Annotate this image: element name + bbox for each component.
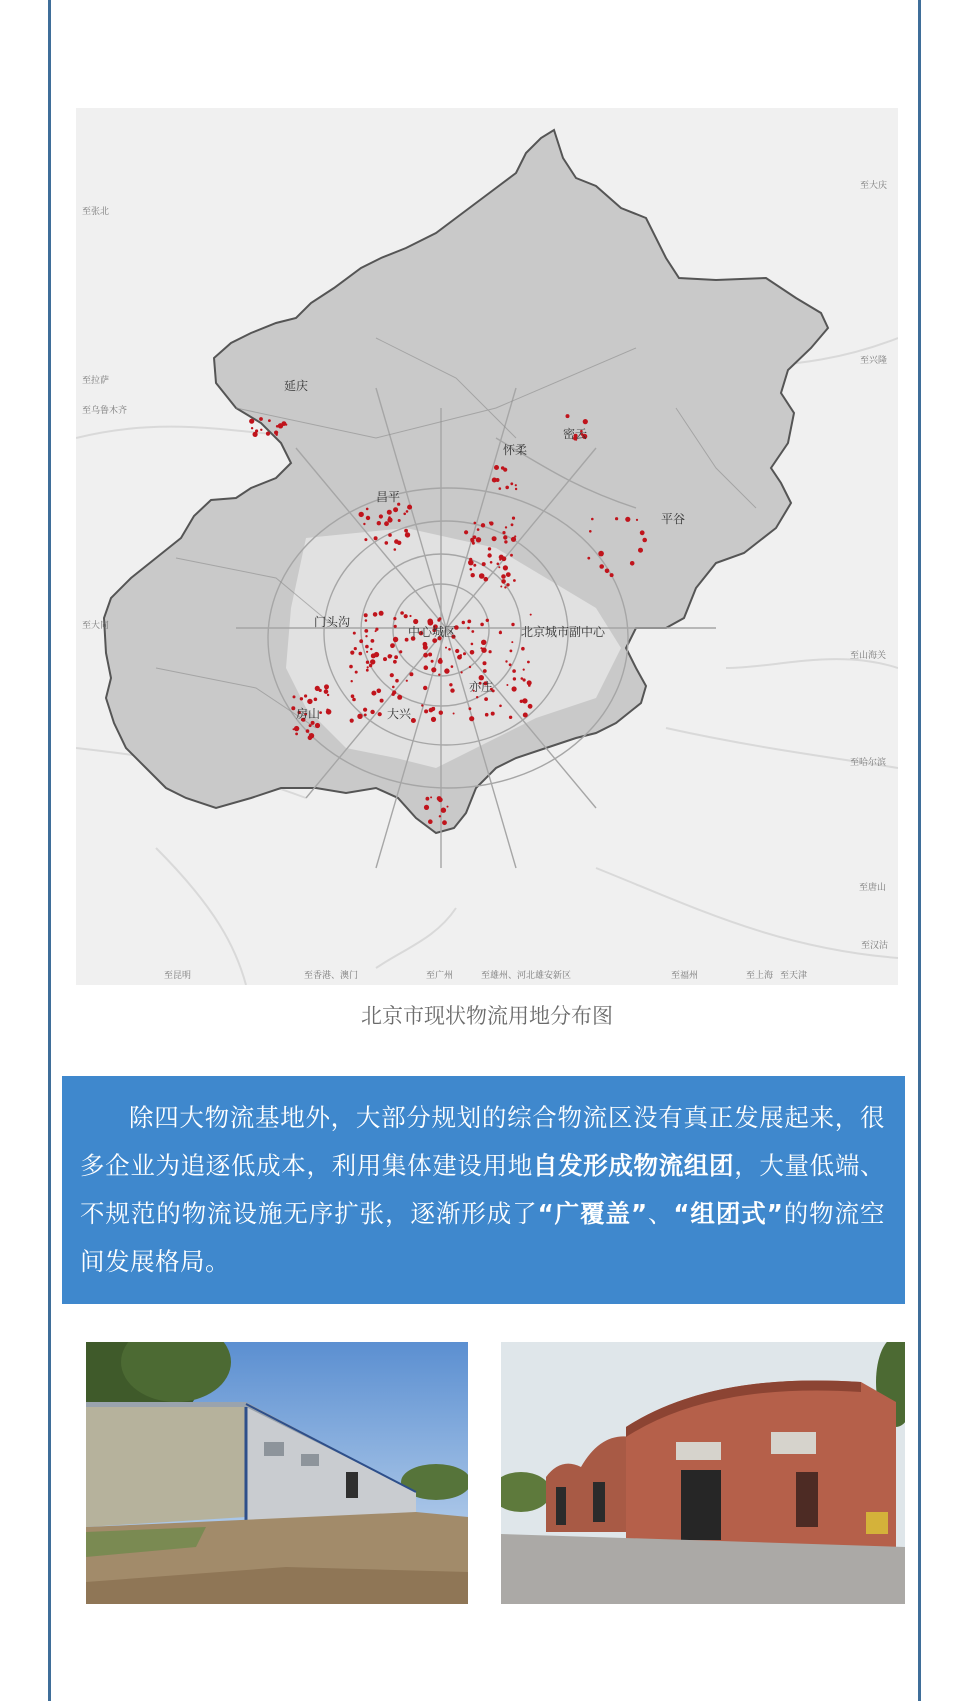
left-frame-border [48,0,51,1701]
logistics-site-marker [448,648,451,651]
logistics-site-marker [489,650,492,653]
logistics-site-marker [374,652,379,657]
dir-fuzhou: 至福州 [671,971,699,981]
dir-tangshan: 至唐山 [859,883,887,893]
logistics-site-marker [369,664,372,667]
logistics-site-marker [428,819,433,824]
logistics-site-marker [455,649,459,653]
logistics-site-marker [406,510,409,513]
logistics-site-marker [354,647,357,650]
logistics-site-marker [488,547,491,550]
logistics-site-marker [503,468,507,472]
logistics-site-marker [370,710,374,714]
logistics-site-marker [424,665,429,670]
warehouse-photo-steel-shed [86,1342,468,1604]
logistics-site-marker [583,419,588,424]
logistics-site-marker [371,691,376,696]
logistics-site-marker [304,694,307,697]
logistics-site-marker [467,627,470,630]
label-yanqing: 延庆 [284,379,309,393]
logistics-site-marker [605,569,610,574]
logistics-site-marker [491,712,495,716]
dir-shanhaiguan: 至山海关 [850,651,887,661]
logistics-site-marker [374,536,378,540]
dir-kunming: 至昆明 [164,971,192,981]
logistics-site-marker [500,586,502,588]
logistics-site-marker [483,661,487,665]
logistics-site-marker [395,679,399,683]
label-huairou: 怀柔 [503,443,528,457]
logistics-site-marker [511,623,514,626]
summary-bold-1: 自发形成物流组团 [532,1151,735,1180]
label-subcenter: 北京城市副中心 [521,625,606,639]
logistics-site-marker [393,637,398,642]
logistics-site-marker [497,563,500,566]
logistics-site-marker [439,660,443,664]
logistics-site-marker [510,482,513,485]
logistics-site-marker [393,660,397,664]
logistics-site-marker [371,639,375,643]
logistics-site-marker [400,611,404,615]
logistics-site-marker [274,431,278,435]
logistics-site-marker [506,583,509,586]
logistics-site-marker [394,548,397,551]
logistics-site-marker [405,532,410,537]
logistics-site-marker [515,488,517,490]
logistics-site-marker [501,574,506,579]
logistics-site-marker [461,671,463,673]
logistics-site-marker [366,661,369,664]
dir-harbin: 至哈尔滨 [850,758,887,768]
logistics-site-marker [392,686,395,689]
logistics-site-marker [393,617,396,620]
logistics-site-marker [378,712,382,716]
logistics-site-marker [406,680,408,682]
logistics-site-marker [399,650,402,653]
logistics-site-marker [253,432,258,437]
logistics-site-marker [365,645,369,649]
logistics-site-marker [470,568,473,571]
logistics-site-marker [431,660,434,663]
logistics-site-marker [444,668,449,673]
logistics-site-marker [431,667,436,672]
logistics-site-marker [479,573,485,579]
logistics-site-marker [364,714,367,717]
logistics-site-marker [351,694,355,698]
logistics-site-marker [315,686,320,691]
logistics-site-marker [282,421,287,426]
logistics-site-marker [599,564,604,569]
logistics-site-marker [365,619,368,622]
logistics-site-marker [509,716,512,719]
label-pinggu: 平谷 [661,512,686,526]
logistics-site-marker [460,654,462,656]
logistics-site-marker [431,717,436,722]
summary-text-2: ，大量低端、不规范的物流设施无序扩张，逐渐形成了 [80,1151,886,1228]
logistics-site-marker [510,554,513,557]
logistics-site-marker [527,661,530,664]
logistics-site-marker [468,560,474,566]
logistics-site-marker [587,557,590,560]
logistics-site-marker [640,530,645,535]
logistics-site-marker [394,655,398,659]
logistics-site-marker [451,665,454,668]
logistics-site-marker [485,713,489,717]
logistics-site-marker [327,694,329,696]
logistics-site-marker [407,505,412,510]
logistics-site-marker [365,635,367,637]
dir-guangzhou: 至广州 [426,971,454,981]
logistics-site-marker [255,429,258,432]
logistics-site-marker [523,669,525,671]
logistics-site-marker [484,577,489,582]
logistics-site-marker [350,651,354,655]
logistics-site-marker [363,523,365,525]
logistics-site-marker [426,797,430,801]
logistics-site-marker [352,698,356,702]
logistics-site-marker [453,713,455,715]
logistics-site-marker [501,579,506,584]
logistics-site-marker [499,559,501,561]
logistics-site-marker [512,686,517,691]
logistics-site-marker [506,684,508,686]
logistics-site-marker [450,688,454,692]
logistics-site-marker [482,562,486,566]
summary-text-3: 、 [647,1199,674,1228]
logistics-site-marker [377,689,382,694]
logistics-site-marker [324,689,329,694]
logistics-site-marker [268,419,271,422]
label-central: 中心城区 [408,625,457,639]
logistics-site-marker [503,535,507,539]
dir-shanghai: 至上海 [746,971,774,981]
logistics-site-marker [377,521,381,525]
logistics-site-marker [470,538,474,542]
summary-paragraph [80,1094,885,1286]
logistics-site-marker [472,542,475,545]
logistics-site-marker [423,686,427,690]
logistics-site-marker [481,523,485,527]
logistics-site-marker [433,707,435,709]
logistics-site-marker [393,507,398,512]
logistics-site-marker [359,512,364,517]
logistics-site-marker [489,522,491,524]
logistics-site-marker [394,539,399,544]
logistics-site-marker [249,419,254,424]
logistics-site-marker [522,698,527,703]
logistics-site-marker [388,516,391,519]
logistics-site-marker [397,695,402,700]
logistics-site-marker [411,718,416,723]
logistics-site-marker [291,706,295,710]
logistics-site-marker [589,530,592,533]
summary-text-1: 除四大物流基地外，大部分规划的综合物流区没有真正发展起来，很多企业为追逐低成本，利用集体建设用地 [80,1103,885,1180]
logistics-site-marker [404,614,408,618]
logistics-site-marker [598,551,604,557]
logistics-site-marker [366,651,368,653]
logistics-site-marker [384,521,389,526]
logistics-site-marker [494,465,499,470]
logistics-site-marker [306,729,310,733]
logistics-site-marker [383,657,387,661]
logistics-site-marker [398,519,401,522]
logistics-site-marker [366,508,369,511]
logistics-site-marker [310,700,312,702]
dir-datong: 至大同 [82,621,110,631]
summary-callout [62,1076,905,1304]
logistics-site-marker [469,716,474,721]
logistics-site-marker [503,565,508,570]
logistics-site-marker [471,573,475,577]
dir-urumqi: 至乌鲁木齐 [82,406,128,416]
logistics-site-marker [469,666,471,668]
logistics-site-marker [499,631,502,634]
logistics-site-marker [630,561,635,566]
logistics-site-marker [251,427,253,429]
logistics-site-marker [615,517,618,520]
logistics-site-marker [355,671,358,674]
logistics-site-marker [499,487,502,490]
logistics-site-marker [428,653,432,657]
map-caption: 北京市现状物流用地分布图 [361,1004,613,1028]
logistics-site-marker [421,704,423,706]
logistics-site-marker [324,684,329,689]
logistics-site-marker [388,533,392,537]
logistics-site-marker [370,648,372,650]
logistics-site-marker [636,519,638,521]
logistics-site-marker [442,820,447,825]
logistics-site-marker [380,699,384,703]
dir-hanzhou: 至汉沽 [861,941,889,951]
logistics-site-marker [404,529,408,533]
logistics-site-marker [293,695,296,698]
logistics-site-marker [566,414,570,418]
logistics-site-marker [359,639,363,643]
logistics-site-marker [480,647,482,649]
logistics-site-marker [506,572,511,577]
logistics-site-marker [293,728,295,730]
logistics-site-marker [530,614,532,616]
logistics-site-marker [498,566,500,568]
logistics-site-marker [492,536,497,541]
logistics-site-marker [505,486,509,490]
logistics-site-marker [625,517,630,522]
logistics-site-marker [391,645,394,648]
logistics-site-marker [510,650,513,653]
logistics-site-marker [385,541,389,545]
logistics-site-marker [392,690,396,694]
label-mentougou: 门头沟 [314,615,351,629]
logistics-site-marker [300,697,303,700]
logistics-site-marker [474,522,477,525]
logistics-site-marker [366,669,369,672]
logistics-site-marker [476,696,478,698]
logistics-site-marker [487,553,491,557]
logistics-site-marker [499,555,504,560]
logistics-site-marker [295,733,298,736]
dir-lasa: 至拉萨 [82,376,110,386]
logistics-site-marker [521,677,524,680]
logistics-site-marker [326,709,332,715]
logistics-site-marker [610,573,614,577]
logistics-site-marker [438,674,440,676]
logistics-site-marker [523,713,528,718]
logistics-site-marker [471,630,474,633]
logistics-site-marker [464,530,468,534]
label-changping: 昌平 [376,490,401,504]
logistics-site-marker [424,805,429,810]
logistics-site-marker [591,518,594,521]
dir-tianjin: 至天津 [780,971,808,981]
logistics-site-marker [505,526,507,528]
logistics-site-marker [351,680,353,682]
summary-bold-2: “广覆盖” [537,1199,648,1228]
logistics-site-marker [394,625,397,628]
logistics-site-marker [437,796,442,801]
logistics-site-marker [430,796,432,798]
logistics-site-marker [359,652,363,656]
logistics-site-marker [463,652,466,655]
logistics-site-marker [638,548,643,553]
logistics-site-marker [311,721,315,725]
logistics-site-marker [364,629,368,633]
logistics-site-marker [367,666,369,668]
logistics-site-marker [642,538,647,543]
logistics-site-marker [350,719,354,723]
logistics-site-marker [375,628,378,631]
right-frame-border [918,0,921,1701]
logistics-site-marker [528,684,531,687]
logistics-site-marker [481,640,486,645]
logistics-site-marker [447,806,449,808]
logistics-site-marker [349,665,353,669]
dir-hongkong: 至香港、澳门 [304,971,359,981]
logistics-site-marker [315,723,320,728]
logistics-site-marker [409,615,411,617]
logistics-site-marker [467,620,471,624]
logistics-site-marker [512,669,516,673]
logistics-site-marker [492,478,497,483]
logistics-site-marker [423,645,428,650]
logistics-site-marker [309,733,314,738]
logistics-site-marker [363,708,367,712]
logistics-site-marker [439,815,441,817]
logistics-site-marker [484,697,488,701]
logistics-site-marker [390,673,394,677]
dir-xiongan: 至雄州、河北雄安新区 [481,971,572,981]
logistics-site-marker [512,517,515,520]
logistics-site-marker [514,535,516,537]
logistics-site-marker [509,663,512,666]
logistics-site-marker [423,653,428,658]
logistics-site-marker [427,619,433,625]
logistics-site-marker [314,698,318,702]
logistics-site-marker [353,632,356,635]
logistics-site-marker [409,672,413,676]
beijing-logistics-map [76,108,898,985]
logistics-site-marker [476,537,481,542]
logistics-site-marker [379,611,384,616]
dir-daqing: 至大庆 [860,181,888,191]
logistics-site-marker [462,621,465,624]
logistics-site-marker [505,660,507,662]
label-daxing: 大兴 [387,707,412,721]
summary-bold-3: “组团式” [673,1199,784,1228]
logistics-site-marker [441,808,446,813]
logistics-site-marker [413,619,418,624]
logistics-site-marker [357,714,362,719]
logistics-site-marker [483,669,487,673]
logistics-site-marker [260,429,262,431]
logistics-site-marker [513,579,516,582]
logistics-site-marker [370,659,375,664]
logistics-site-marker [471,643,474,646]
warehouse-photo-brick-depot [501,1342,905,1604]
logistics-site-marker [490,561,493,564]
logistics-site-marker [424,709,428,713]
logistics-site-marker [528,704,533,709]
logistics-site-marker [511,523,514,526]
logistics-site-marker [373,612,378,617]
logistics-site-marker [403,513,406,516]
logistics-site-marker [486,619,489,622]
logistics-site-marker [449,683,452,686]
logistics-site-marker [437,619,440,622]
logistics-site-marker [364,538,367,541]
label-miyun: 密云 [563,427,588,441]
logistics-site-marker [521,647,525,651]
logistics-site-marker [499,705,502,708]
logistics-site-marker [477,528,480,531]
logistics-site-marker [266,432,270,436]
label-yizhuang: 亦庄 [469,680,494,694]
logistics-site-marker [294,726,299,731]
logistics-site-marker [480,623,484,627]
logistics-site-marker [502,531,505,534]
logistics-site-marker [364,613,368,617]
logistics-site-marker [309,724,312,727]
logistics-site-marker [429,708,434,713]
logistics-site-marker [439,711,443,715]
logistics-site-marker [515,484,517,486]
logistics-site-marker [469,707,472,710]
logistics-site-marker [379,514,383,518]
logistics-site-marker [504,540,507,543]
logistics-site-marker [445,647,447,649]
logistics-site-marker [366,516,370,520]
label-fangshan: 房山 [296,707,321,721]
logistics-site-marker [473,564,476,567]
dir-xinglong: 至兴隆 [860,356,888,366]
logistics-site-marker [504,586,506,588]
logistics-site-marker [390,655,392,657]
logistics-site-marker [511,641,513,643]
logistics-site-marker [470,650,475,655]
summary-text-4: 的物流空间发展格局。 [80,1199,886,1276]
dir-zhangbei: 至张北 [82,207,110,217]
logistics-site-marker [259,417,263,421]
logistics-site-marker [387,510,392,515]
logistics-site-marker [513,677,516,680]
